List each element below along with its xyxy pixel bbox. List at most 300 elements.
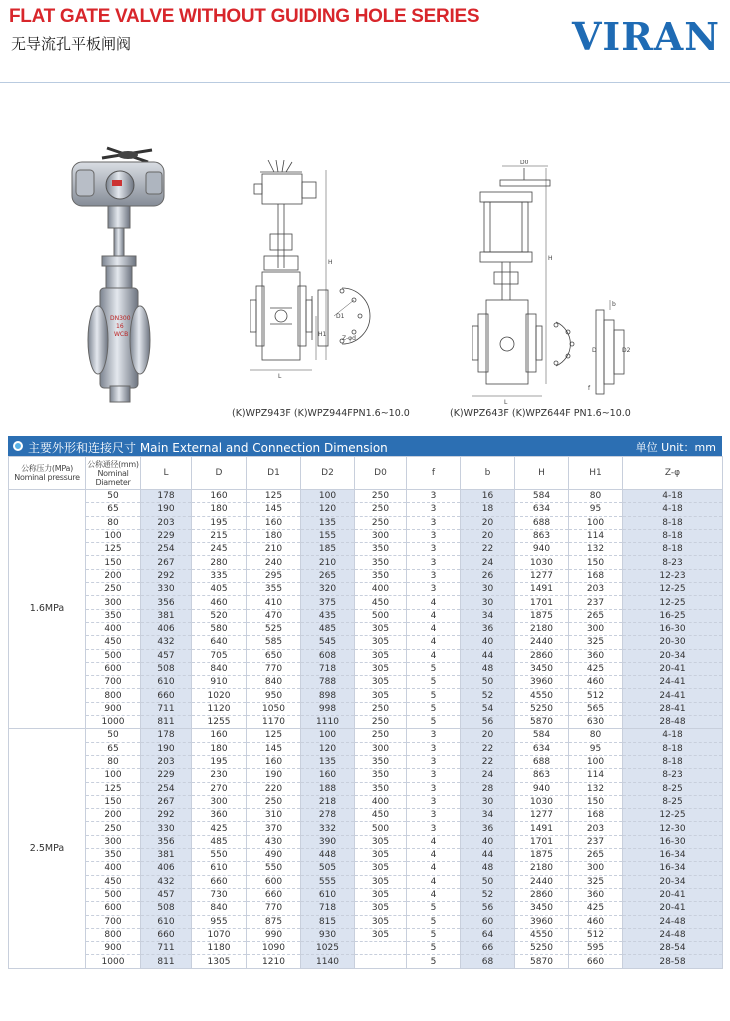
table-cell: 44 [461, 649, 515, 662]
figure-area [0, 130, 730, 430]
table-cell: 250 [355, 503, 407, 516]
drawing-pneumatic-valve [472, 160, 632, 410]
table-cell: 305 [355, 928, 407, 941]
table-cell: 400 [355, 795, 407, 808]
table-cell: 20-41 [623, 662, 723, 675]
table-cell: 100 [569, 755, 623, 768]
table-row [9, 689, 723, 702]
table-cell: 305 [355, 689, 407, 702]
table-cell: 1701 [515, 596, 569, 609]
dim-H-label: H [328, 259, 333, 266]
table-cell: 237 [569, 596, 623, 609]
table-row [9, 902, 723, 915]
table-cell: 12-23 [623, 569, 723, 582]
table-row [9, 835, 723, 848]
table-row [9, 676, 723, 689]
table-cell: 460 [569, 915, 623, 928]
table-cell: 3 [407, 822, 461, 835]
table-cell: 280 [192, 556, 247, 569]
table-cell: 300 [192, 795, 247, 808]
table-cell [355, 942, 407, 955]
table-cell: 332 [301, 822, 355, 835]
table-cell: 20 [461, 529, 515, 542]
dim-D2-label: D2 [622, 347, 631, 354]
table-cell: 52 [461, 689, 515, 702]
table-cell: 863 [515, 769, 569, 782]
table-cell: 360 [569, 649, 623, 662]
table-cell: 5 [407, 689, 461, 702]
diameter-cell: 800 [86, 689, 141, 702]
table-cell: 8-23 [623, 556, 723, 569]
diameter-cell: 700 [86, 676, 141, 689]
table-cell: 254 [141, 782, 192, 795]
table-cell: 300 [569, 862, 623, 875]
table-cell: 1110 [301, 716, 355, 729]
svg-text:DN300: DN300 [110, 315, 131, 322]
table-cell: 3960 [515, 676, 569, 689]
table-cell: 325 [569, 875, 623, 888]
table-cell: 381 [141, 849, 192, 862]
table-cell: 470 [247, 609, 301, 622]
table-cell: 305 [355, 649, 407, 662]
table-cell: 1491 [515, 822, 569, 835]
table-cell: 5 [407, 915, 461, 928]
table-cell: 425 [569, 902, 623, 915]
table-cell: 56 [461, 902, 515, 915]
table-cell: 300 [355, 742, 407, 755]
table-cell: 660 [247, 888, 301, 901]
table-cell: 2860 [515, 888, 569, 901]
table-cell: 660 [192, 875, 247, 888]
table-cell: 4 [407, 888, 461, 901]
table-cell: 1875 [515, 609, 569, 622]
table-cell: 12-25 [623, 809, 723, 822]
table-cell: 3960 [515, 915, 569, 928]
diameter-cell: 200 [86, 569, 141, 582]
dim-f-label: f [588, 385, 591, 392]
diameter-cell: 125 [86, 782, 141, 795]
table-cell: 320 [301, 583, 355, 596]
table-cell: 125 [247, 490, 301, 503]
table-row [9, 649, 723, 662]
table-cell: 3 [407, 543, 461, 556]
table-cell: 584 [515, 490, 569, 503]
table-cell: 5 [407, 662, 461, 675]
table-cell: 20-30 [623, 636, 723, 649]
table-cell: 520 [192, 609, 247, 622]
table-cell: 3 [407, 516, 461, 529]
table-cell: 610 [192, 862, 247, 875]
table-cell: 305 [355, 676, 407, 689]
bullet-icon [13, 441, 23, 451]
table-cell: 203 [569, 583, 623, 596]
table-cell: 585 [247, 636, 301, 649]
table-cell: 195 [192, 755, 247, 768]
table-cell: 811 [141, 955, 192, 968]
dim-L-label-2: L [504, 399, 508, 406]
table-cell: 3 [407, 529, 461, 542]
table-cell: 3450 [515, 662, 569, 675]
table-cell: 815 [301, 915, 355, 928]
diameter-cell: 80 [86, 516, 141, 529]
table-cell: 300 [569, 622, 623, 635]
table-cell: 250 [355, 516, 407, 529]
table-cell: 30 [461, 583, 515, 596]
table-cell: 267 [141, 556, 192, 569]
table-cell: 688 [515, 516, 569, 529]
table-cell: 406 [141, 862, 192, 875]
table-cell: 20 [461, 729, 515, 742]
table-cell: 40 [461, 835, 515, 848]
table-cell: 8-23 [623, 769, 723, 782]
table-cell: 1070 [192, 928, 247, 941]
table-cell: 5 [407, 942, 461, 955]
table-cell: 1140 [301, 955, 355, 968]
table-cell: 135 [301, 516, 355, 529]
diameter-cell: 400 [86, 862, 141, 875]
table-cell: 356 [141, 835, 192, 848]
section-title: 主要外形和连接尺寸 Main External and Connection Dimension [28, 441, 388, 455]
drawing-electric-valve [250, 160, 400, 410]
table-cell: 18 [461, 503, 515, 516]
page-title: FLAT GATE VALVE WITHOUT GUIDING HOLE SERIES [9, 6, 480, 27]
table-row [9, 569, 723, 582]
header-col: b [461, 457, 515, 490]
header-divider [0, 82, 730, 83]
table-cell: 16-25 [623, 609, 723, 622]
table-cell: 305 [355, 862, 407, 875]
table-cell: 1277 [515, 809, 569, 822]
header-pressure [9, 457, 86, 490]
table-row [9, 809, 723, 822]
table-cell: 4 [407, 649, 461, 662]
table-cell: 660 [141, 928, 192, 941]
diameter-cell: 450 [86, 636, 141, 649]
table-cell: 4 [407, 609, 461, 622]
table-row [9, 822, 723, 835]
table-cell: 5 [407, 955, 461, 968]
table-cell: 188 [301, 782, 355, 795]
table-cell: 425 [192, 822, 247, 835]
table-cell: 1875 [515, 849, 569, 862]
table-cell: 100 [301, 729, 355, 742]
table-cell: 2440 [515, 875, 569, 888]
table-cell: 770 [247, 902, 301, 915]
diameter-cell: 800 [86, 928, 141, 941]
table-cell: 4-18 [623, 729, 723, 742]
dim-b-label: b [612, 301, 616, 308]
header-col: Z-φ [623, 457, 723, 490]
table-cell: 5 [407, 702, 461, 715]
diameter-cell: 150 [86, 556, 141, 569]
table-cell: 770 [247, 662, 301, 675]
table-cell: 360 [192, 809, 247, 822]
table-cell: 430 [247, 835, 301, 848]
table-cell: 1491 [515, 583, 569, 596]
table-cell: 229 [141, 529, 192, 542]
table-cell: 52 [461, 888, 515, 901]
table-cell: 12-25 [623, 583, 723, 596]
table-cell: 1305 [192, 955, 247, 968]
table-cell: 215 [192, 529, 247, 542]
diameter-cell: 50 [86, 729, 141, 742]
table-cell: 2180 [515, 862, 569, 875]
table-cell: 305 [355, 888, 407, 901]
header-col: H [515, 457, 569, 490]
table-cell: 8-18 [623, 529, 723, 542]
table-cell: 3 [407, 569, 461, 582]
dim-L-label: L [278, 373, 282, 380]
table-cell: 44 [461, 849, 515, 862]
table-row [9, 849, 723, 862]
table-cell: 3 [407, 503, 461, 516]
table-row [9, 636, 723, 649]
table-cell: 12-25 [623, 596, 723, 609]
table-cell: 711 [141, 702, 192, 715]
table-row [9, 862, 723, 875]
table-cell: 190 [247, 769, 301, 782]
table-cell: 160 [192, 729, 247, 742]
table-row [9, 529, 723, 542]
table-cell: 203 [569, 822, 623, 835]
table-cell: 432 [141, 875, 192, 888]
diameter-cell: 1000 [86, 716, 141, 729]
table-cell: 250 [355, 729, 407, 742]
table-row [9, 875, 723, 888]
table-cell: 5870 [515, 716, 569, 729]
table-cell: 36 [461, 822, 515, 835]
table-cell: 30 [461, 596, 515, 609]
table-cell: 450 [355, 596, 407, 609]
table-cell: 50 [461, 676, 515, 689]
table-cell: 4 [407, 596, 461, 609]
table-row [9, 915, 723, 928]
table-cell: 580 [192, 622, 247, 635]
table-cell: 305 [355, 902, 407, 915]
table-row [9, 755, 723, 768]
table-cell: 150 [569, 556, 623, 569]
table-cell: 4 [407, 622, 461, 635]
table-cell: 1030 [515, 556, 569, 569]
table-cell: 405 [192, 583, 247, 596]
table-cell: 898 [301, 689, 355, 702]
table-cell: 210 [247, 543, 301, 556]
table-row [9, 769, 723, 782]
table-cell: 5 [407, 676, 461, 689]
table-cell: 3 [407, 742, 461, 755]
table-cell: 584 [515, 729, 569, 742]
table-cell: 5870 [515, 955, 569, 968]
table-cell: 68 [461, 955, 515, 968]
diameter-cell: 350 [86, 849, 141, 862]
table-cell: 16-30 [623, 622, 723, 635]
table-row [9, 503, 723, 516]
diameter-cell: 100 [86, 769, 141, 782]
table-cell: 595 [569, 942, 623, 955]
table-cell: 292 [141, 809, 192, 822]
dim-D-label: D [592, 347, 597, 354]
table-cell: 485 [301, 622, 355, 635]
table-cell: 95 [569, 742, 623, 755]
table-cell: 160 [301, 769, 355, 782]
header-diameter [86, 457, 141, 490]
table-cell: 265 [569, 849, 623, 862]
table-cell: 5 [407, 928, 461, 941]
table-cell: 8-18 [623, 516, 723, 529]
dimension-table [8, 456, 723, 969]
table-cell: 640 [192, 636, 247, 649]
table-cell: 28-54 [623, 942, 723, 955]
table-cell: 508 [141, 902, 192, 915]
table-cell: 155 [301, 529, 355, 542]
table-cell: 425 [569, 662, 623, 675]
table-cell: 60 [461, 915, 515, 928]
table-cell: 8-18 [623, 543, 723, 556]
table-cell: 4 [407, 636, 461, 649]
table-cell: 114 [569, 529, 623, 542]
table-row [9, 729, 723, 742]
table-cell: 180 [192, 503, 247, 516]
table-cell: 330 [141, 822, 192, 835]
table-cell: 381 [141, 609, 192, 622]
table-cell: 711 [141, 942, 192, 955]
diameter-cell: 300 [86, 835, 141, 848]
table-cell: 350 [355, 543, 407, 556]
table-cell: 355 [247, 583, 301, 596]
table-row [9, 596, 723, 609]
table-cell: 8-18 [623, 742, 723, 755]
table-cell: 190 [141, 503, 192, 516]
table-row [9, 516, 723, 529]
table-cell: 20-34 [623, 649, 723, 662]
table-cell: 237 [569, 835, 623, 848]
header-col: D2 [301, 457, 355, 490]
table-cell: 634 [515, 503, 569, 516]
table-cell: 250 [247, 795, 301, 808]
table-cell: 840 [192, 662, 247, 675]
table-cell: 718 [301, 902, 355, 915]
diameter-cell: 500 [86, 649, 141, 662]
table-cell: 195 [192, 516, 247, 529]
table-cell: 555 [301, 875, 355, 888]
valve-photo [62, 140, 182, 410]
table-cell: 310 [247, 809, 301, 822]
table-cell: 460 [569, 676, 623, 689]
page-subtitle: 无导流孔平板闸阀 [11, 35, 132, 53]
table-cell: 4-18 [623, 490, 723, 503]
table-body [9, 490, 723, 969]
table-cell: 565 [569, 702, 623, 715]
table-cell: 950 [247, 689, 301, 702]
table-cell: 1277 [515, 569, 569, 582]
table-cell: 545 [301, 636, 355, 649]
table-cell: 2440 [515, 636, 569, 649]
table-cell: 1120 [192, 702, 247, 715]
table-cell: 220 [247, 782, 301, 795]
table-cell: 100 [301, 490, 355, 503]
table-cell: 132 [569, 543, 623, 556]
table-cell: 3 [407, 782, 461, 795]
table-row [9, 942, 723, 955]
diameter-cell: 350 [86, 609, 141, 622]
table-cell: 218 [301, 795, 355, 808]
table-cell: 30 [461, 795, 515, 808]
table-cell: 28-41 [623, 702, 723, 715]
table-cell: 305 [355, 915, 407, 928]
table-cell: 160 [247, 516, 301, 529]
table-cell: 22 [461, 742, 515, 755]
table-cell: 250 [355, 702, 407, 715]
table-row [9, 662, 723, 675]
table-cell: 28-58 [623, 955, 723, 968]
table-cell: 20 [461, 516, 515, 529]
table-cell: 630 [569, 716, 623, 729]
table-cell: 5 [407, 902, 461, 915]
table-cell: 1170 [247, 716, 301, 729]
table-cell: 34 [461, 809, 515, 822]
diameter-cell: 150 [86, 795, 141, 808]
table-row [9, 955, 723, 968]
table-cell: 100 [569, 516, 623, 529]
page-header [0, 0, 730, 84]
diameter-cell: 600 [86, 902, 141, 915]
table-cell: 125 [247, 729, 301, 742]
table-cell: 863 [515, 529, 569, 542]
table-cell: 300 [355, 529, 407, 542]
table-cell: 1180 [192, 942, 247, 955]
table-cell: 350 [355, 782, 407, 795]
table-cell: 20-41 [623, 888, 723, 901]
svg-text:16: 16 [116, 323, 124, 330]
table-cell: 160 [192, 490, 247, 503]
caption-electric-models: (K)WPZ943F (K)WPZ944FPN1.6~10.0 [232, 408, 410, 419]
table-cell: 305 [355, 875, 407, 888]
table-cell: 240 [247, 556, 301, 569]
table-cell: 34 [461, 609, 515, 622]
table-cell: 505 [301, 862, 355, 875]
table-cell: 4550 [515, 689, 569, 702]
table-cell: 190 [141, 742, 192, 755]
table-cell: 203 [141, 516, 192, 529]
table-row [9, 543, 723, 556]
table-cell: 48 [461, 862, 515, 875]
table-cell: 350 [355, 755, 407, 768]
table-cell: 356 [141, 596, 192, 609]
table-cell: 267 [141, 795, 192, 808]
table-cell: 270 [192, 782, 247, 795]
table-cell: 8-25 [623, 782, 723, 795]
table-cell: 1255 [192, 716, 247, 729]
brand-logo: VIRAN [571, 14, 720, 59]
table-cell: 245 [192, 543, 247, 556]
table-cell: 5 [407, 716, 461, 729]
diameter-cell: 300 [86, 596, 141, 609]
dim-D1-label: D1 [336, 313, 345, 320]
table-cell: 64 [461, 928, 515, 941]
table-cell: 8-25 [623, 795, 723, 808]
table-cell: 5250 [515, 942, 569, 955]
table-cell: 4550 [515, 928, 569, 941]
table-cell: 460 [192, 596, 247, 609]
table-cell: 375 [301, 596, 355, 609]
table-cell: 3 [407, 809, 461, 822]
table-cell: 120 [301, 742, 355, 755]
table-cell: 24 [461, 556, 515, 569]
table-cell: 500 [355, 822, 407, 835]
table-cell: 990 [247, 928, 301, 941]
dim-zd-label: Z-φd [342, 335, 356, 342]
table-cell: 450 [355, 809, 407, 822]
